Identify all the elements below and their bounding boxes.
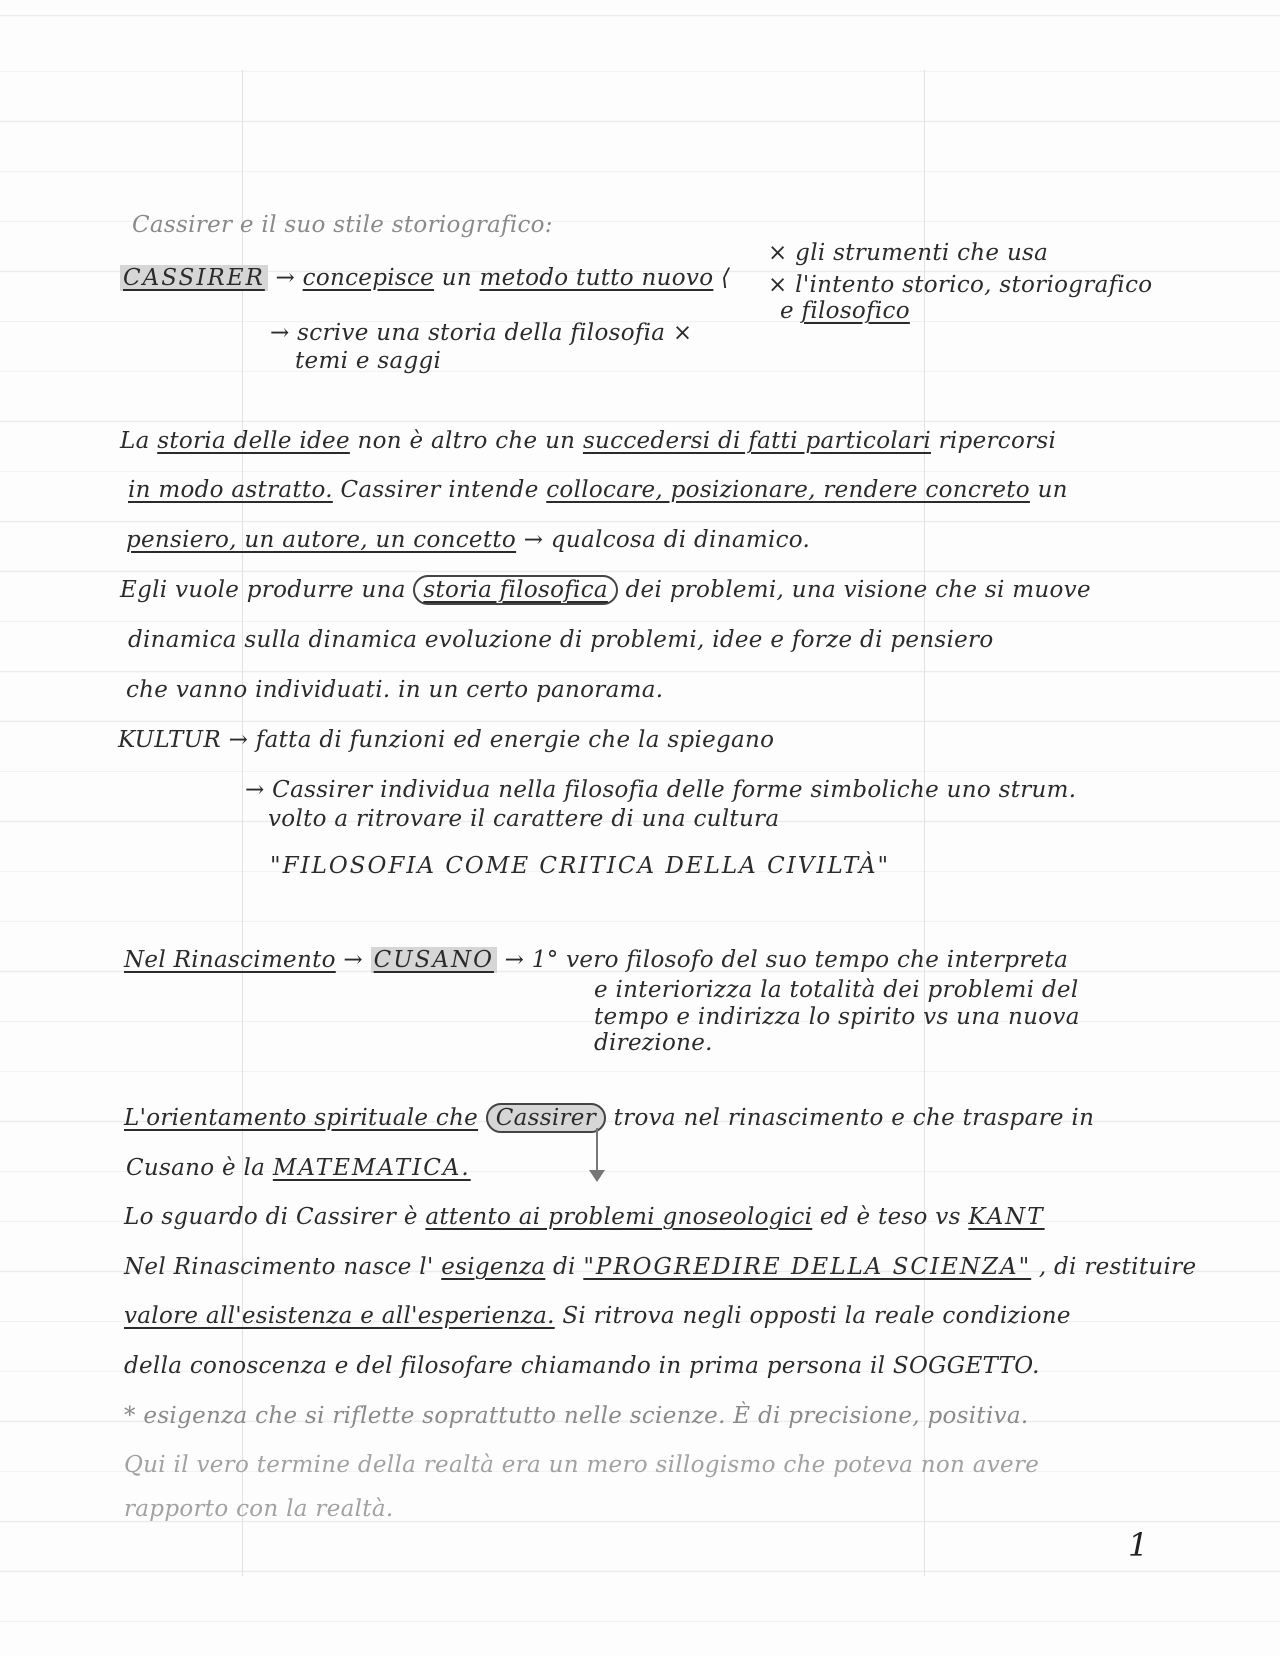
- note-line: e interiorizza la totalità dei problemi del: [594, 977, 1079, 1003]
- note-line: dinamica sulla dinamica evoluzione di problemi, idee e forze di pensiero: [128, 627, 994, 653]
- note-line: "FILOSOFIA COME CRITICA DELLA CIVILTÀ": [270, 853, 891, 879]
- note-line: Nel Rinascimento nasce l' esigenza di "PROGREDIRE DELLA SCIENZA" , di restituire: [124, 1254, 1197, 1280]
- note-line: valore all'esistenza e all'esperienza. Si ritrova negli opposti la reale condizione: [124, 1303, 1071, 1329]
- note-line: CASSIRER → concepisce un metodo tutto nuovo ⟨: [120, 265, 730, 291]
- note-line: direzione.: [594, 1030, 713, 1056]
- note-line: Lo sguardo di Cassirer è attento ai problemi gnoseologici ed è teso vs KANT: [124, 1204, 1045, 1230]
- note-line: La storia delle idee non è altro che un succedersi di fatti particolari ripercorsi: [120, 428, 1057, 454]
- note-line: KULTUR → fatta di funzioni ed energie che la spiegano: [118, 727, 775, 753]
- note-line: Cusano è la MATEMATICA.: [126, 1155, 471, 1181]
- note-line: × gli strumenti che usa: [768, 240, 1049, 266]
- note-line: tempo e indirizza lo spirito vs una nuova: [594, 1004, 1080, 1030]
- arrow-down-icon: [596, 1128, 598, 1176]
- note-line: temi e saggi: [295, 348, 442, 374]
- note-line: che vanno individuati. in un certo panorama.: [126, 677, 664, 703]
- note-line: Qui il vero termine della realtà era un mero sillogismo che poteva non avere: [124, 1452, 1040, 1478]
- note-line: e filosofico: [780, 298, 910, 324]
- section-heading: Cassirer e il suo stile storiografico:: [132, 212, 553, 238]
- note-line: in modo astratto. Cassirer intende collocare, posizionare, rendere concreto un: [128, 477, 1068, 503]
- note-line: Egli vuole produrre una storia filosofica dei problemi, una visione che si muove: [120, 577, 1091, 603]
- note-line: × l'intento storico, storiografico: [768, 272, 1153, 298]
- note-line: della conoscenza e del filosofare chiamando in prima persona il SOGGETTO.: [124, 1353, 1040, 1379]
- page-number: 1: [1128, 1526, 1149, 1564]
- note-line: → scrive una storia della filosofia ×: [270, 320, 693, 346]
- left-margin-line: [242, 70, 243, 1576]
- note-line: pensiero, un autore, un concetto → qualcosa di dinamico.: [126, 527, 811, 553]
- note-line: rapporto con la realtà.: [124, 1496, 394, 1522]
- note-line: * esigenza che si riflette soprattutto nelle scienze. È di precisione, positiva.: [124, 1403, 1029, 1429]
- note-line: L'orientamento spirituale che Cassirer trova nel rinascimento e che traspare in: [124, 1105, 1095, 1131]
- note-line: volto a ritrovare il carattere di una cultura: [268, 806, 780, 832]
- note-line: Nel Rinascimento → CUSANO → 1° vero filosofo del suo tempo che interpreta: [124, 947, 1069, 973]
- note-line: → Cassirer individua nella filosofia delle forme simboliche uno strum.: [245, 777, 1077, 803]
